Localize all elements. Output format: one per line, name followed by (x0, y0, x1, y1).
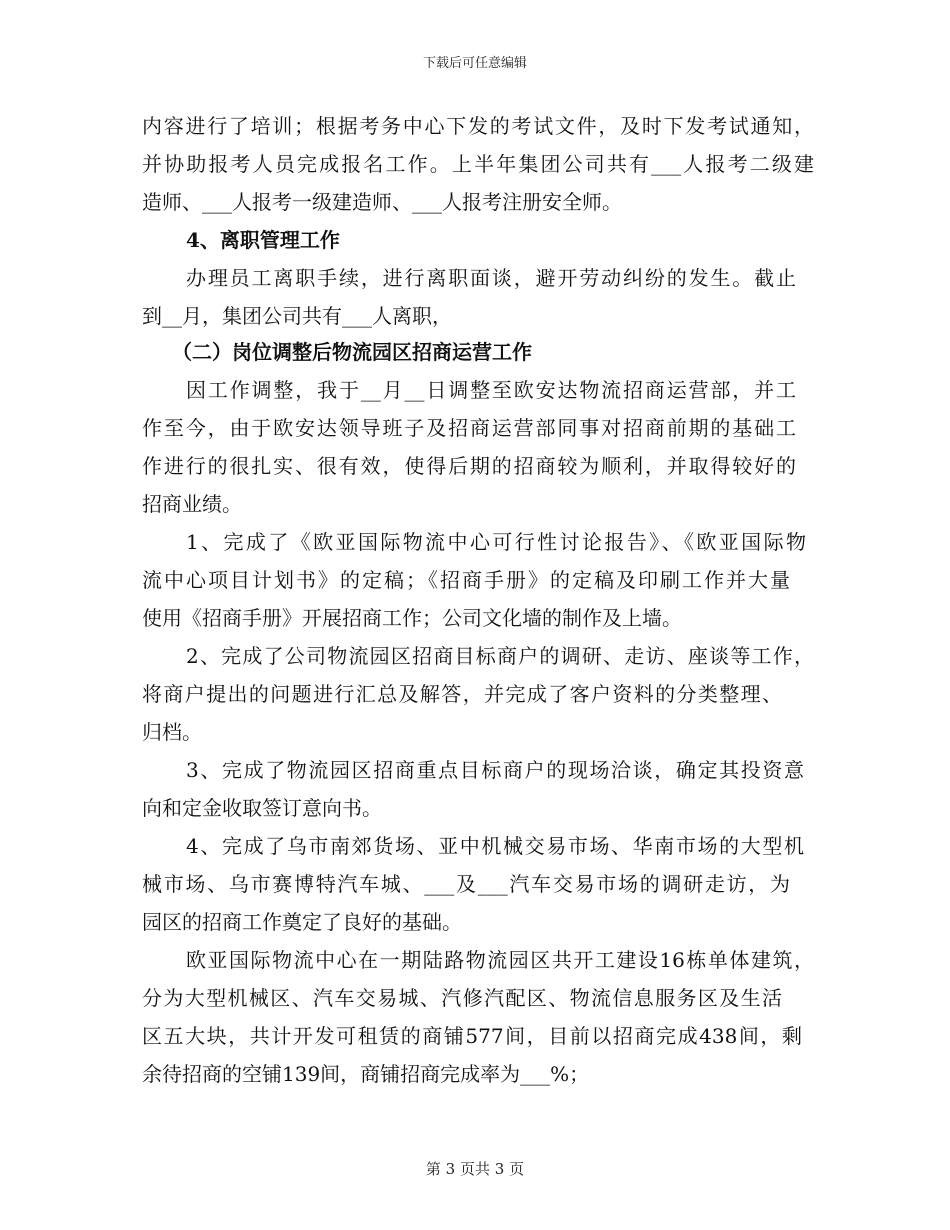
body-line: 造师、___人报考一级建造师、___人报考注册安全师。 (142, 190, 622, 214)
body-line: 作至今，由于欧安达领导班子及招商运营部同事对招商前期的基础工 (142, 416, 796, 440)
body-line: 并协助报考人员完成报名工作。上半年集团公司共有___人报考二级建 (142, 152, 814, 176)
page-footer: 第 3 页共 3 页 (425, 1160, 525, 1178)
body-line: 向和定金收取签订意向书。 (142, 796, 382, 820)
body-line: 流中心项目计划书》的定稿；《招商手册》的定稿及印刷工作并大量 (142, 568, 790, 592)
body-line: 械市场、乌市赛博特汽车城、___及___汽车交易市场的调研走访，为 (142, 872, 790, 896)
body-line: 将商户提出的问题进行汇总及解答，并完成了客户资料的分类整理、 (142, 682, 782, 706)
body-line: 区五大块，共计开发可租赁的商铺577间，目前以招商完成438间，剩 (142, 1024, 802, 1048)
body-line: 3、完成了物流园区招商重点目标商户的现场洽谈，确定其投资意 (186, 758, 804, 782)
body-line: 分为大型机械区、汽车交易城、汽修汽配区、物流信息服务区及生活 (142, 986, 782, 1010)
body-line: 作进行的很扎实、很有效，使得后期的招商较为顺利，并取得较好的 (142, 454, 796, 478)
body-line: 1、完成了《欧亚国际物流中心可行性讨论报告》、《欧亚国际物 (186, 530, 806, 554)
body-line: 内容进行了培训；根据考务中心下发的考试文件，及时下发考试通知， (142, 114, 814, 138)
body-line: 因工作调整，我于__月__日调整至欧安达物流招商运营部，并工 (186, 378, 796, 402)
body-line: 园区的招商工作奠定了良好的基础。 (142, 910, 462, 934)
body-line: 4、完成了乌市南郊货场、亚中机械交易市场、华南市场的大型机 (186, 834, 804, 858)
body-line: 办理员工离职手续，进行离职面谈，避开劳动纠纷的发生。截止 (186, 266, 796, 290)
body-line: 归档。 (142, 720, 202, 744)
page-header: 下载后可任意编辑 (422, 56, 527, 71)
section-heading-logistics: （二）岗位调整后物流园区招商运营工作 (172, 340, 532, 364)
body-line: 到__月，集团公司共有___人离职， (142, 304, 452, 328)
section-heading-resignation: 4、离职管理工作 (186, 228, 340, 252)
body-line: 余待招商的空铺139间，商铺招商完成率为___%； (142, 1062, 590, 1086)
body-line: 使用《招商手册》开展招商工作；公司文化墙的制作及上墙。 (142, 606, 682, 630)
body-line: 招商业绩。 (142, 492, 242, 516)
body-line: 2、完成了公司物流园区招商目标商户的调研、走访、座谈等工作， (186, 644, 814, 668)
body-line: 欧亚国际物流中心在一期陆路物流园区共开工建设16栋单体建筑， (186, 948, 814, 972)
